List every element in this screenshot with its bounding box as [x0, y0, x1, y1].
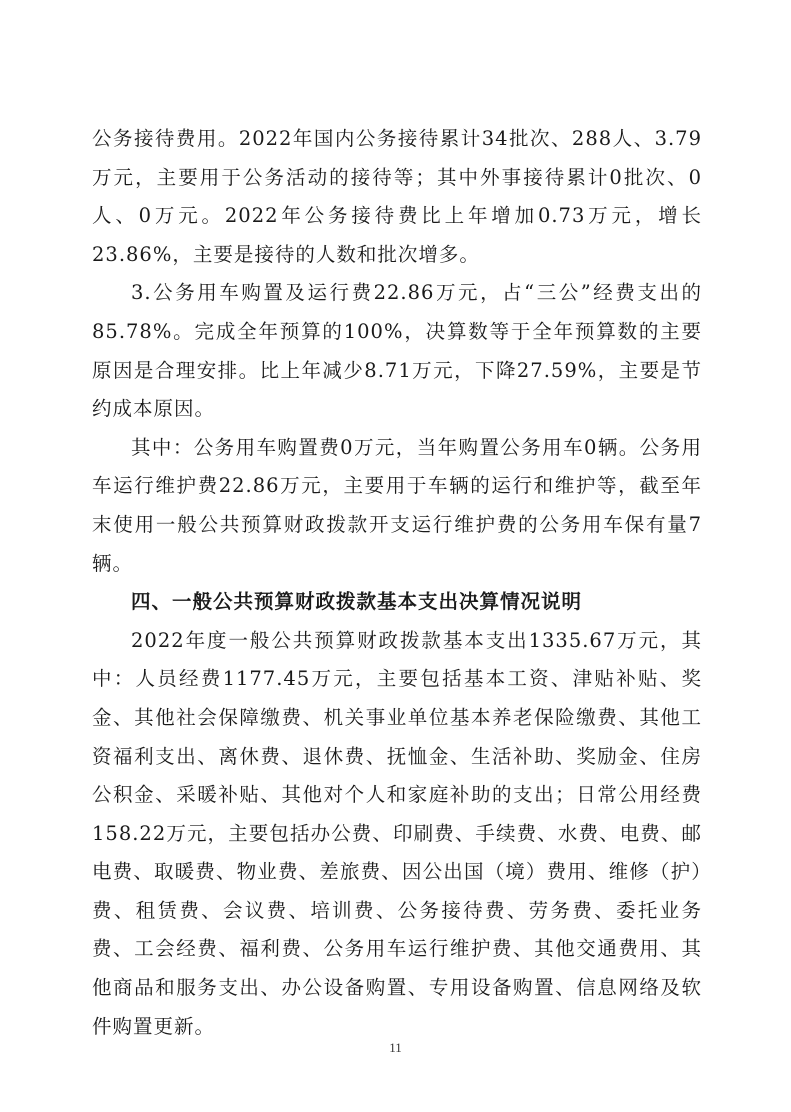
- paragraph-reception-expenses: 公务接待费用。2022年国内公务接待累计34批次、288人、3.79万元，主要用于公务活动的接待等；其中外事接待累计0批次、0人、0万元。2022年公务接待费比上年增加0.73万元，增长23.86%，主要是接待的人数和批次增多。: [92, 127, 702, 266]
- section-heading: 四、一般公共预算财政拨款基本支出决算情况说明: [131, 590, 583, 614]
- document-body: [92, 120, 702, 1046]
- paragraph-basic-expenditure: 2022年度一般公共预算财政拨款基本支出1335.67万元，其中：人员经费1177.45万元，主要包括基本工资、津贴补贴、奖金、其他社会保障缴费、机关事业单位基本养老保险缴费、其他工资福利支出、离休费、退休费、抚恤金、生活补助、奖励金、住房公积金、采暖补贴、其他对个人和家庭补助的支出；日常公用经费158.22万元，主要包括办公费、印刷费、手续费、水费、电费、邮电费、取暖费、物业费、差旅费、因公出国（境）费用、维修（护）费、租赁费、会议费、培训费、公务接待费、劳务费、委托业务费、工会经费、福利费、公务用车运行维护费、其他交通费用、其他商品和服务支出、办公设备购置、专用设备购置、信息网络及软件购置更新。: [92, 628, 702, 1038]
- paragraph-vehicle-details: 其中：公务用车购置费0万元，当年购置公务用车0辆。公务用车运行维护费22.86万元，主要用于车辆的运行和维护等，截至年末使用一般公共预算财政拨款开支运行维护费的公务用车保有量7辆。: [92, 435, 702, 575]
- paragraph-vehicle-expenses: 3.公务用车购置及运行费22.86万元，占“三公”经费支出的85.78%。完成全年预算的100%，决算数等于全年预算数的主要原因是合理安排。比上年减少8.71万元，下降27.59%，主要是节约成本原因。: [92, 281, 702, 421]
- page-number: 11: [389, 1040, 402, 1055]
